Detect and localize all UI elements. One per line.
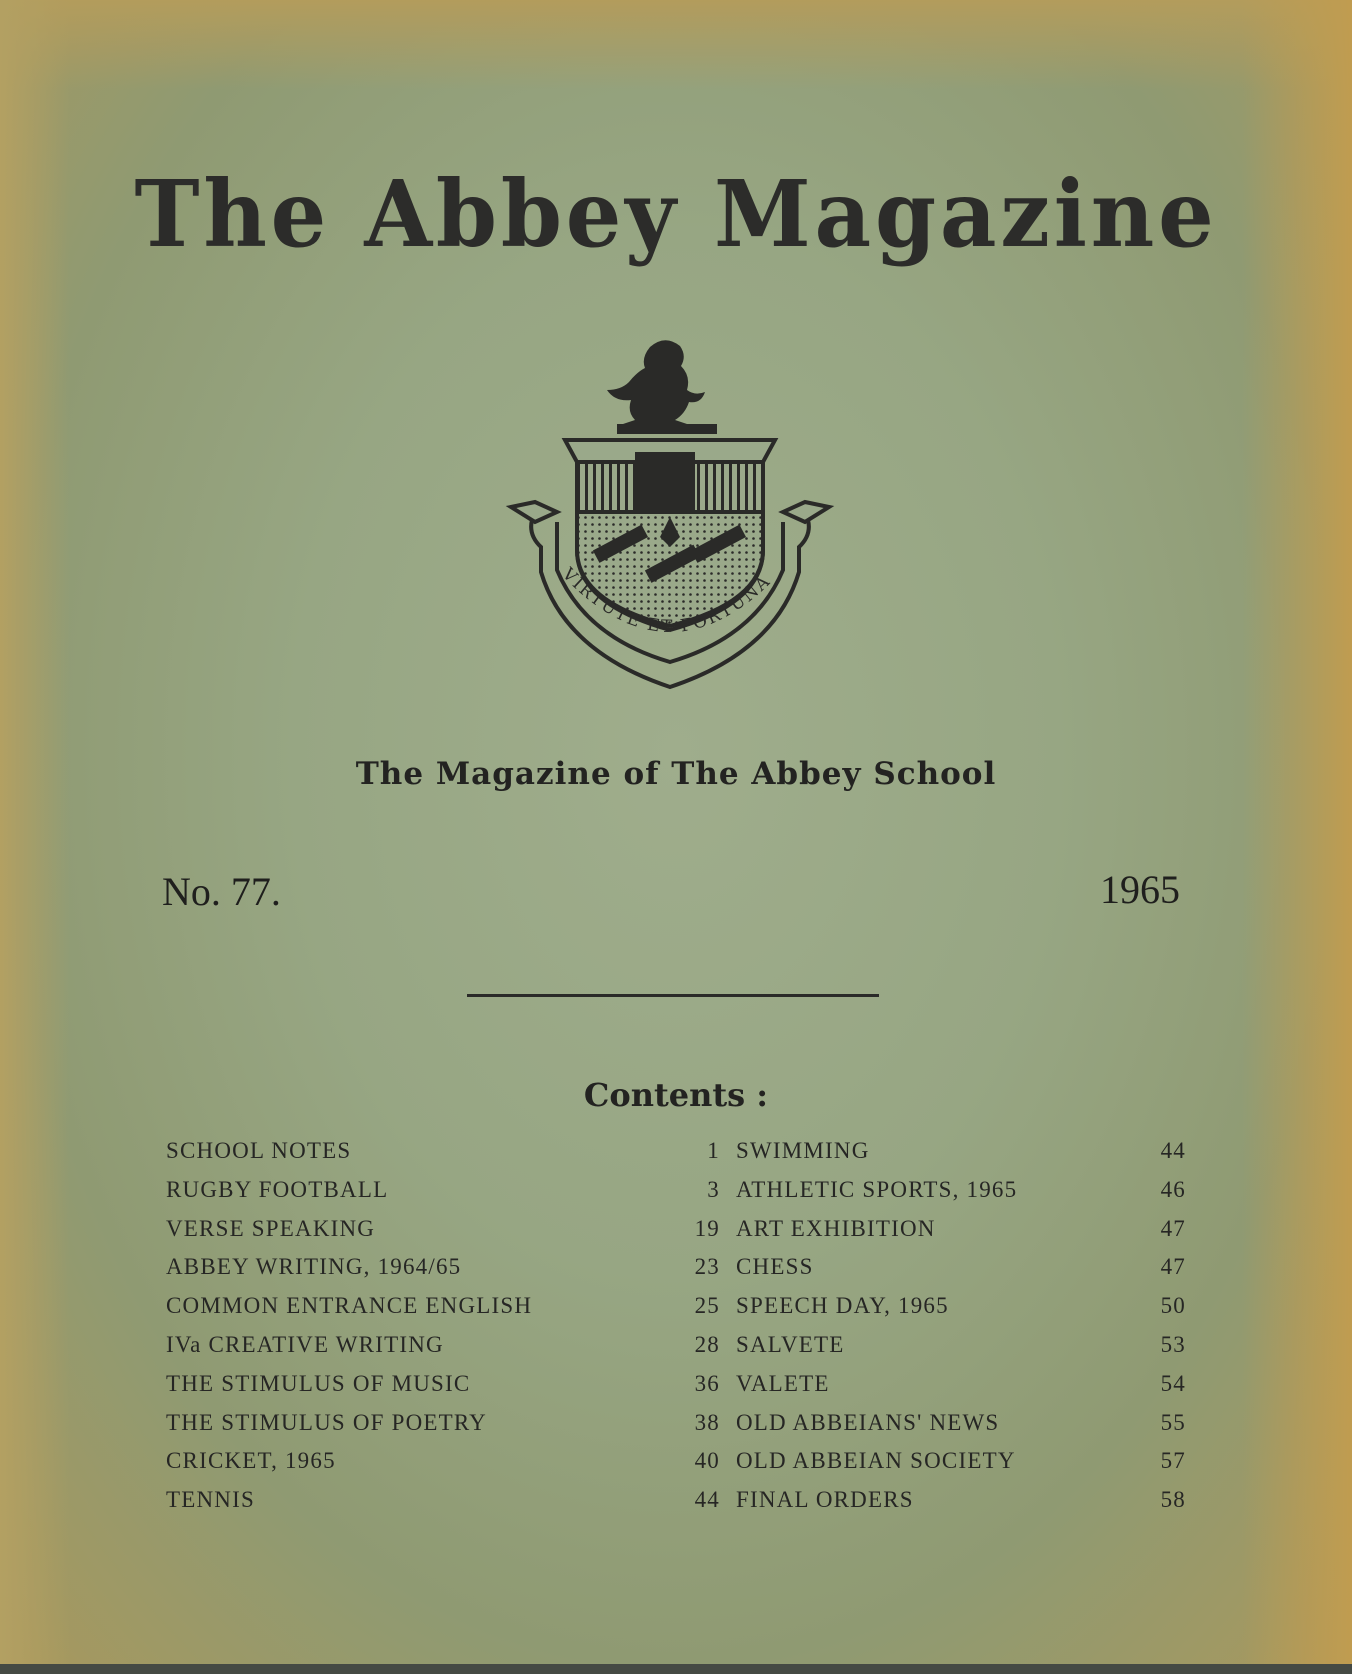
entry-page: 28 — [694, 1331, 720, 1357]
entry-title: SALVETE — [736, 1331, 845, 1357]
contents-entry — [166, 1293, 720, 1332]
contents-entry — [166, 1487, 720, 1526]
entry-page: 38 — [694, 1409, 720, 1435]
entry-page: 47 — [1160, 1215, 1186, 1241]
entry-title: ABBEY WRITING, 1964/65 — [166, 1254, 462, 1280]
motto-text: VIRTUTE ET FORTUNA — [557, 564, 776, 638]
entry-page: 19 — [694, 1215, 720, 1241]
magazine-subtitle: The Magazine of The Abbey School — [355, 756, 997, 792]
contents-entry — [166, 1409, 720, 1449]
entry-page: 3 — [707, 1176, 720, 1202]
entry-title: THE STIMULUS OF MUSIC — [166, 1370, 471, 1396]
entry-title: TENNIS — [166, 1487, 255, 1513]
entry-title: SCHOOL NOTES — [166, 1138, 352, 1163]
contents-entry — [736, 1448, 1186, 1487]
issue-year: 1965 — [1100, 867, 1180, 912]
lion-crest — [607, 340, 717, 434]
divider-rule — [467, 994, 879, 997]
contents-entry — [736, 1410, 1186, 1449]
entry-page: 47 — [1160, 1254, 1186, 1280]
entry-page: 25 — [694, 1293, 720, 1319]
contents-entry — [166, 1176, 720, 1216]
contents-entry — [166, 1370, 720, 1410]
entry-page: 1 — [707, 1138, 720, 1163]
contents-entry — [736, 1371, 1186, 1410]
entry-page: 46 — [1160, 1176, 1186, 1202]
entry-title: CRICKET, 1965 — [166, 1448, 336, 1474]
entry-title: FINAL ORDERS — [736, 1487, 914, 1513]
contents-entry — [166, 1448, 720, 1487]
cover-bottom-edge — [0, 1664, 1352, 1674]
entry-title: COMMON ENTRANCE ENGLISH — [166, 1293, 533, 1319]
contents-entry — [166, 1254, 720, 1293]
entry-page: 55 — [1160, 1409, 1186, 1435]
contents-entry — [736, 1138, 1186, 1177]
entry-page: 44 — [694, 1487, 720, 1513]
entry-title: VERSE SPEAKING — [166, 1215, 376, 1241]
entry-title: SWIMMING — [736, 1138, 870, 1163]
entry-title: CHESS — [736, 1254, 814, 1280]
entry-page: 57 — [1160, 1448, 1186, 1474]
entry-page: 36 — [694, 1370, 720, 1396]
entry-page: 44 — [1160, 1138, 1186, 1163]
cover-aging-top — [0, 0, 1352, 90]
contents-left-column — [166, 1138, 720, 1526]
entry-title: SPEECH DAY, 1965 — [736, 1293, 949, 1319]
contents-entry — [166, 1138, 720, 1177]
entry-title: RUGBY FOOTBALL — [166, 1176, 389, 1202]
contents-heading: Contents : — [583, 1076, 769, 1114]
school-crest-icon — [505, 332, 835, 697]
contents-entry — [166, 1215, 720, 1255]
magazine-title: The Abbey Magazine — [134, 160, 1218, 268]
entry-page: 50 — [1160, 1293, 1186, 1319]
entry-title: THE STIMULUS OF POETRY — [166, 1409, 487, 1435]
contents-entry — [736, 1293, 1186, 1332]
contents-entry — [166, 1331, 720, 1371]
contents-entry — [736, 1487, 1186, 1526]
contents-entry — [736, 1177, 1186, 1216]
entry-page: 54 — [1160, 1370, 1186, 1396]
contents-right-column — [736, 1138, 1186, 1526]
entry-title: ART EXHIBITION — [736, 1215, 936, 1241]
contents-entry — [736, 1332, 1186, 1371]
contents-entry — [736, 1216, 1186, 1255]
entry-title: OLD ABBEIAN SOCIETY — [736, 1448, 1016, 1474]
entry-title: OLD ABBEIANS' NEWS — [736, 1409, 1000, 1435]
issue-number: No. 77. — [162, 869, 281, 914]
entry-title: ATHLETIC SPORTS, 1965 — [736, 1176, 1018, 1202]
entry-page: 53 — [1160, 1331, 1186, 1357]
entry-page: 40 — [694, 1448, 720, 1474]
entry-title: IVa CREATIVE WRITING — [166, 1331, 444, 1357]
entry-page: 58 — [1160, 1487, 1186, 1513]
entry-title: VALETE — [736, 1370, 830, 1396]
contents-entry — [736, 1254, 1186, 1293]
entry-page: 23 — [694, 1254, 720, 1280]
